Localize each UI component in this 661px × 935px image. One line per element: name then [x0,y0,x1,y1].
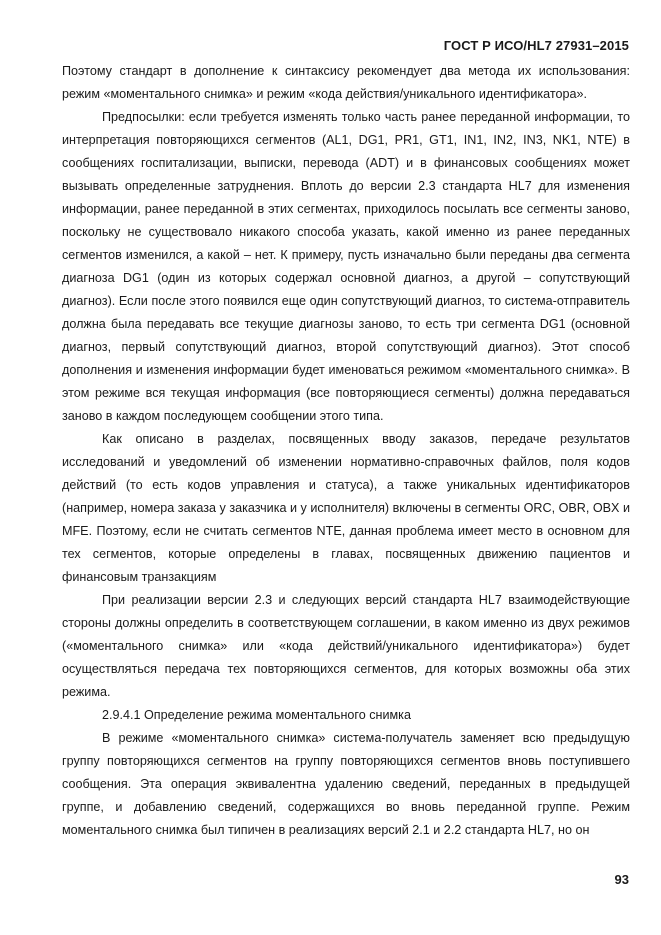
section-heading: 2.9.4.1 Определение режима моментального снимка [102,708,411,722]
paragraph-3: Как описано в разделах, посвященных вводу заказов, передаче результатов исследований и уведомлений об изменении нормативно-справочных файлов, поля кодов действий (то есть кодов управления и статуса), а также уникальных идентификаторов (например, номера заказа у заказчика и у исполнителя) включены в сегменты ORC, OBR, OBX и MFE. Поэтому, если не считать сегментов NTE, данная проблема имеет место в основном для тех сегментов, которые определены в главах, посвященных движению пациентов и финансовым транзакциям [62,432,630,584]
paragraph-4: При реализации версии 2.3 и следующих версий стандарта HL7 взаимодействующие стороны должны определить в соответствующем соглашении, в каком именно из двух режимов («моментального снимка» или «кода действий/уникального идентификатора») будет осуществляться передача тех повторяющихся сегментов, для которых возможны оба этих режима. [62,593,630,699]
page-body [62,60,630,842]
paragraph-2: Предпосылки: если требуется изменять только часть ранее переданной информации, то интерпретация повторяющихся сегментов (AL1, DG1, PR1, GT1, IN1, IN2, IN3, NK1, NTE) в сообщениях госпитализации, выписки, перевода (ADT) и в финансовых сообщениях может вызывать определенные затруднения. Вплоть до версии 2.3 стандарта HL7 для изменения информации, ранее переданной в этих сегментах, приходилось посылать все сегменты заново, поскольку не существовало никакого способа указать, какой именно из ранее переданных сегментов изменился, а какой – нет. К примеру, пусть изначально были переданы два сегмента диагноза DG1 (один из которых содержал основной диагноз, а другой – сопутствующий диагноз). Если после этого появился еще один сопутствующий диагноз, то система-отправитель должна была передавать все текущие диагнозы заново, то есть три сегмента DG1 (основной диагноз, первый сопутствующий диагноз, второй сопутствующий диагноз). Этот способ дополнения и изменения информации будет именоваться режимом «моментального снимка». В этом режиме вся текущая информация (все повторяющиеся сегменты) должна передаваться заново в каждом последующем сообщении этого типа. [62,110,630,423]
page-number: 93 [614,872,629,887]
paragraph-1: Поэтому стандарт в дополнение к синтаксису рекомендует два метода их использования: режим «моментального снимка» и режим «кода действия/уникального идентификатора». [62,64,630,101]
paragraph-6: В режиме «моментального снимка» система-получатель заменяет всю предыдущую группу повторяющихся сегментов на группу повторяющихся сегментов вновь поступившего сообщения. Эта операция эквивалентна удалению сведений, переданных в предыдущей группе, и добавлению сведений, содержащихся во вновь переданной группе. Режим моментального снимка был типичен в реализациях версий 2.1 и 2.2 стандарта HL7, но он [62,731,630,837]
document-header: ГОСТ Р ИСО/HL7 27931–2015 [443,38,629,53]
